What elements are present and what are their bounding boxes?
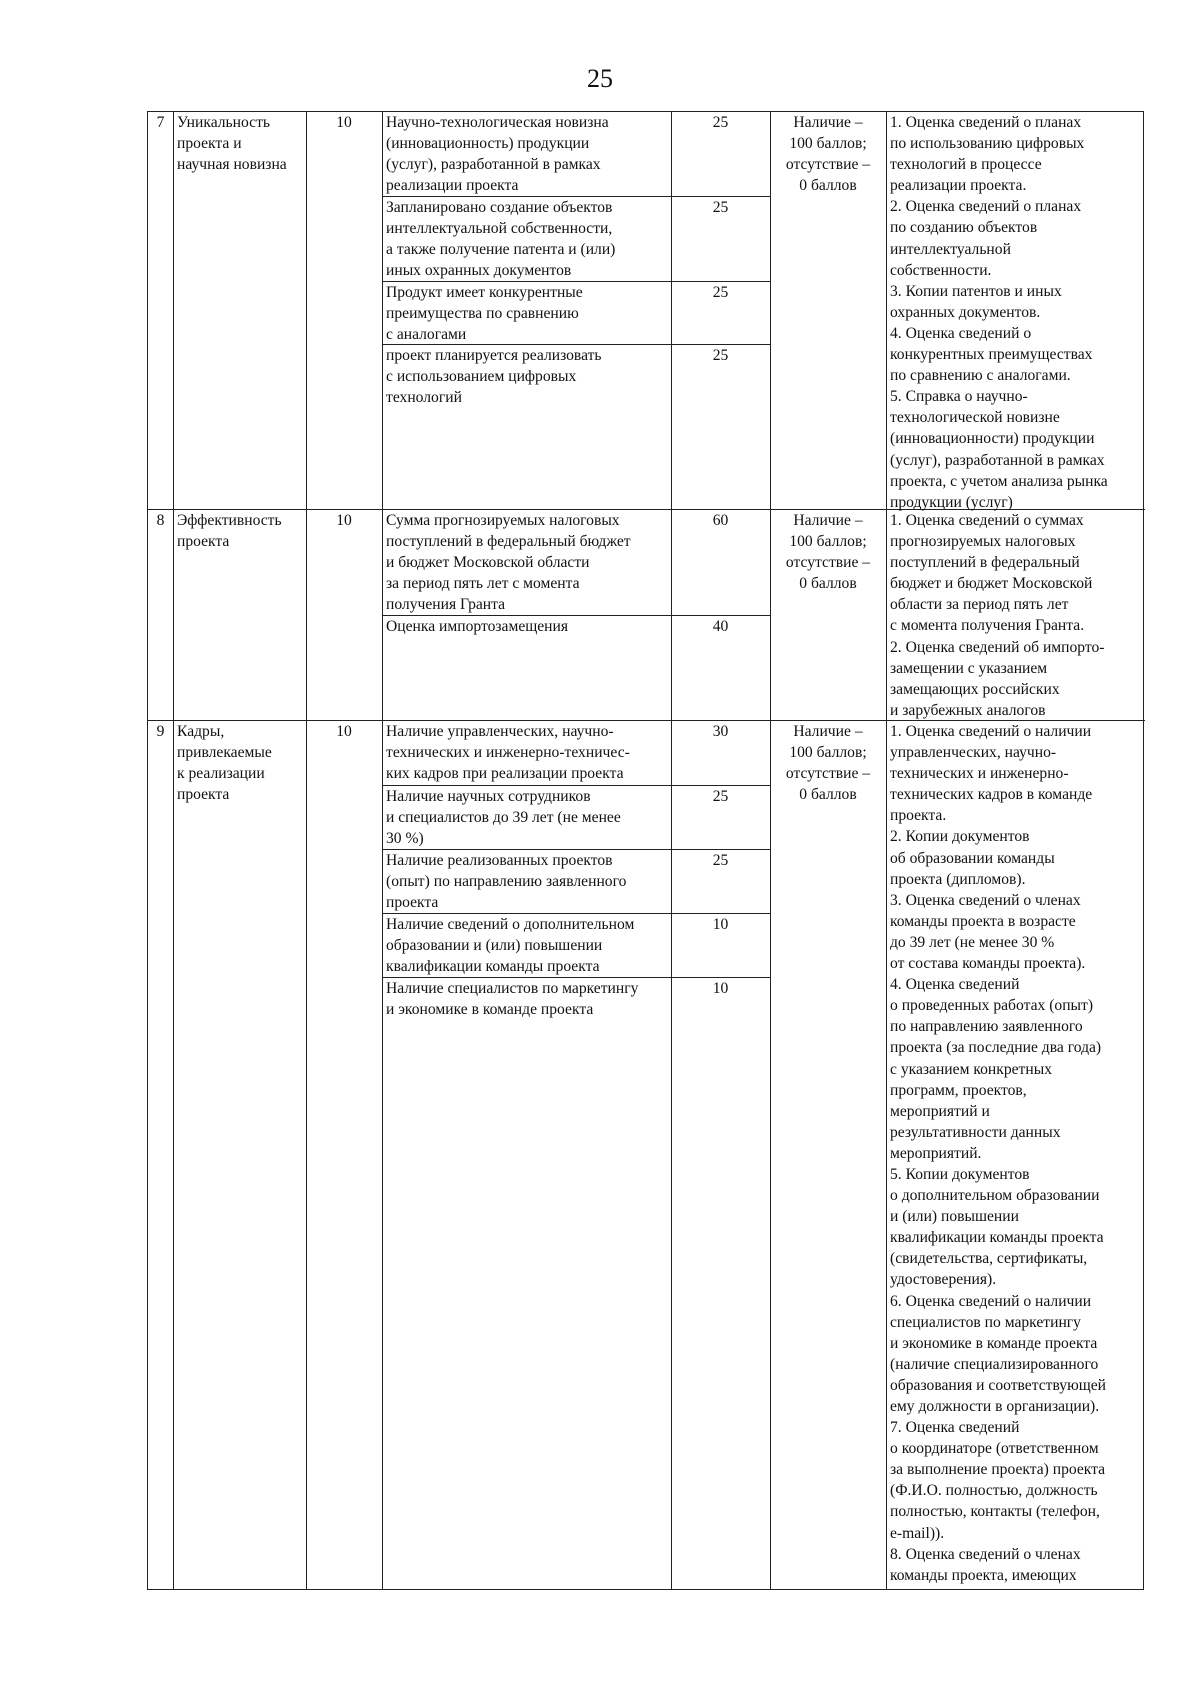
row-number: 7 bbox=[156, 114, 165, 131]
criterion-weight: 10 bbox=[336, 723, 352, 740]
subcriterion-points: 25 bbox=[712, 788, 729, 805]
subcriterion-text: Оценка импортозамещения bbox=[386, 618, 569, 635]
page-number: 25 bbox=[587, 64, 613, 93]
column-border bbox=[382, 112, 383, 1589]
row-number: 8 bbox=[156, 512, 165, 529]
supporting-documents: 1. Оценка сведений о планах по использованию цифровых технологий в процессе реализации проекта. 2. Оценка сведений о планах по созданию объектов интеллектуальной собственности. 3. Копии патентов и иных охранных документов. 4. Оценка сведений о конкурентных преимуществах по сравнению с аналогами. 5. Справка о научно- технологической новизне (инновационности) продукции (услуг), разработанной в рамках проекта, с учетом анализа рынка продукции (услуг) bbox=[890, 114, 1108, 511]
supporting-documents: 1. Оценка сведений о наличии управленческих, научно- технических и инженерно- технических кадров в команде проекта. 2. Копии документов об образовании команды проекта (дипломов). 3. Оценка сведений о членах команды проекта в возрасте до 39 лет (не менее 30 % от состава команды проекта). 4. Оценка сведений о проведенных работах (опыт) по направлению заявленного проекта (за последние два года) с указанием конкретных программ, проектов, мероприятий и результативности данных мероприятий. 5. Копии документов о дополнительном образовании и (или) повышении квалификации команды проекта (свидетельства, сертификаты, удостоверения). 6. Оценка сведений о наличии специалистов по маркетингу и экономике в команде проекта (наличие специализированного образования и соответствующей ему должности в организации). 7. Оценка сведений о координаторе (ответственном за выполнение проекта) проекта (Ф.И.О. полностью, должность полностью, контакты (телефон, e-mail)). 8. Оценка сведений о членах команды проекта, имеющих bbox=[890, 723, 1107, 1584]
column-border bbox=[770, 112, 771, 1589]
subcriterion-text: Научно-технологическая новизна (инновационность) продукции (услуг), разработанной в рамках реализации проекта bbox=[386, 114, 609, 195]
subcriterion-text: Наличие управленческих, научно- технических и инженерно-техничес- ких кадров при реализации проекта bbox=[386, 723, 630, 783]
subcriterion-text: Сумма прогнозируемых налоговых поступлений в федеральный бюджет и бюджет Московской области за период пять лет с момента получения Гранта bbox=[386, 512, 631, 614]
subcriterion-points: 10 bbox=[712, 916, 729, 933]
criterion-weight: 10 bbox=[336, 114, 352, 131]
subcriterion-points: 60 bbox=[712, 512, 729, 529]
subcriterion-points: 25 bbox=[712, 347, 729, 364]
assessment-method: Наличие – 100 баллов; отсутствие – 0 баллов bbox=[785, 512, 871, 593]
subcriterion-text: Наличие реализованных проектов (опыт) по направлению заявленного проекта bbox=[386, 852, 627, 912]
subcriterion-points: 25 bbox=[712, 199, 729, 216]
column-border bbox=[173, 112, 174, 1589]
subcriterion-points: 30 bbox=[712, 723, 729, 740]
criterion-name: Эффективность проекта bbox=[177, 512, 282, 551]
subcriterion-points: 10 bbox=[712, 980, 729, 997]
criterion-name: Уникальность проекта и научная новизна bbox=[177, 114, 287, 174]
assessment-method: Наличие – 100 баллов; отсутствие – 0 баллов bbox=[785, 723, 871, 804]
criteria-table bbox=[147, 111, 1144, 1590]
subcriterion-points: 25 bbox=[712, 284, 729, 301]
subcriterion-text: Наличие специалистов по маркетингу и экономике в команде проекта bbox=[386, 980, 639, 1019]
subcriterion-points: 25 bbox=[712, 852, 729, 869]
subcriterion-text: проект планируется реализовать с использованием цифровых технологий bbox=[386, 347, 602, 407]
subcriterion-text: Продукт имеет конкурентные преимущества по сравнению с аналогами bbox=[386, 284, 583, 344]
supporting-documents: 1. Оценка сведений о суммах прогнозируемых налоговых поступлений в федеральный бюджет и бюджет Московской области за период пять лет с момента получения Гранта. 2. Оценка сведений об импорто- замещении с указанием замещающих российских и зарубежных аналогов bbox=[890, 512, 1105, 719]
subcriterion-text: Запланировано создание объектов интеллектуальной собственности, а также получение патента и (или) иных охранных документов bbox=[386, 199, 616, 280]
criterion-name: Кадры, привлекаемые к реализации проекта bbox=[177, 723, 272, 804]
subcriterion-points: 40 bbox=[712, 618, 729, 635]
subcriterion-points: 25 bbox=[712, 114, 729, 131]
assessment-method: Наличие – 100 баллов; отсутствие – 0 баллов bbox=[785, 114, 871, 195]
criterion-weight: 10 bbox=[336, 512, 352, 529]
column-border bbox=[886, 112, 887, 1589]
column-border bbox=[306, 112, 307, 1589]
subcriterion-text: Наличие научных сотрудников и специалистов до 39 лет (не менее 30 %) bbox=[386, 788, 621, 848]
row-number: 9 bbox=[156, 723, 165, 740]
subcriterion-text: Наличие сведений о дополнительном образовании и (или) повышении квалификации команды проекта bbox=[386, 916, 635, 976]
